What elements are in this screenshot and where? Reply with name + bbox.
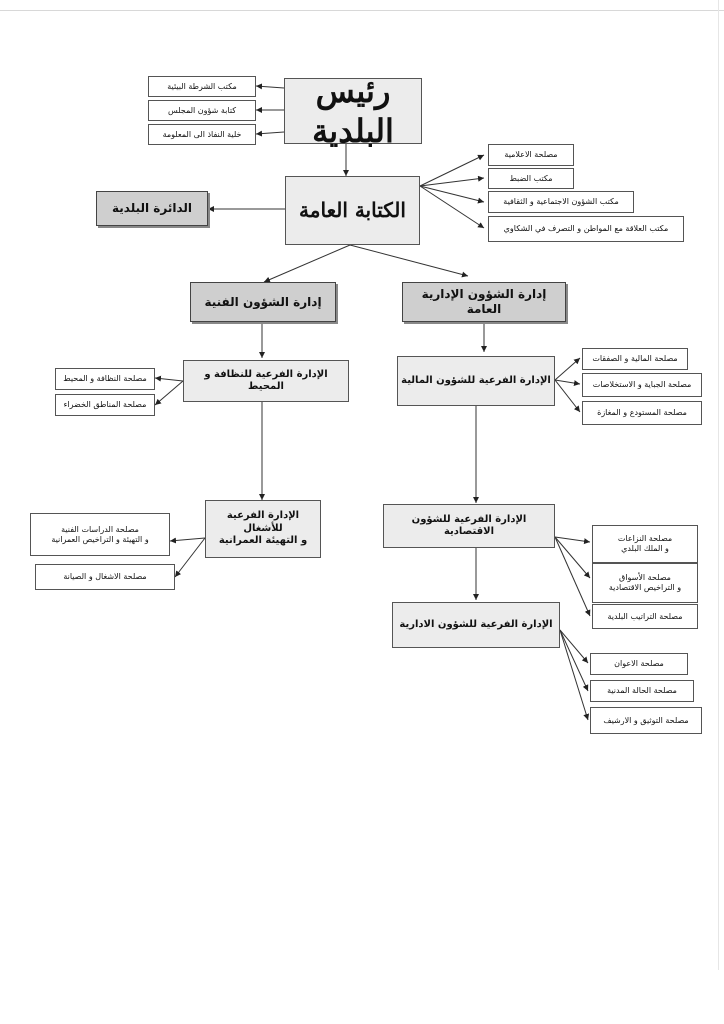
service-markets-line2: و التراخيص الاقتصادية bbox=[608, 583, 682, 592]
secretariat-box: الكتابة العامة bbox=[285, 176, 420, 245]
service-markets-licenses bbox=[592, 563, 698, 603]
service-technical-studies bbox=[30, 513, 170, 556]
service-technical-studies-line2: و التهيئة و التراخيص العمرانية bbox=[51, 534, 149, 544]
service-disputes-line1: مصلحة النزاعات bbox=[617, 534, 673, 543]
service-staff: مصلحة الاعوان bbox=[590, 653, 688, 675]
mayor-office-access-to-information: خلية النفاذ الى المعلومة bbox=[148, 124, 256, 145]
works-subdirectorate-line2: و التهيئة العمرانية bbox=[218, 535, 308, 547]
finance-subdirectorate-box: الإدارة الفرعية للشؤون المالية bbox=[397, 356, 555, 406]
service-cleanliness: مصلحة النظافة و المحيط bbox=[55, 368, 155, 390]
secretariat-office-social-cultural: مكتب الشؤون الاجتماعية و الثقافية bbox=[488, 191, 634, 213]
service-municipal-regulations: مصلحة التراتيب البلدية bbox=[592, 604, 698, 629]
secretariat-office-citizen-relations: مكتب العلاقة مع المواطن و التصرف في الشكاوي bbox=[488, 216, 684, 242]
service-disputes-municipal-property bbox=[592, 525, 698, 563]
service-technical-studies-line1: مصلحة الدراسات الفنية bbox=[61, 524, 139, 534]
works-subdirectorate-line1: الإدارة الفرعية للأشغال bbox=[226, 510, 300, 534]
mayor-box: رئيس البلدية bbox=[284, 78, 422, 144]
admin-affairs-box: إدارة الشؤون الإدارية العامة bbox=[402, 282, 566, 322]
cleanliness-subdirectorate-box: الإدارة الفرعية للنظافة و المحيط bbox=[183, 360, 349, 402]
service-documentation-archives: مصلحة التوثيق و الارشيف bbox=[590, 707, 702, 734]
service-works-maintenance: مصلحة الاشغال و الصيانة bbox=[35, 564, 175, 590]
secretariat-office-it: مصلحة الاعلامية bbox=[488, 144, 574, 166]
service-taxation-collection: مصلحة الجباية و الاستخلاصات bbox=[582, 373, 702, 397]
service-civil-status: مصلحة الحالة المدنية bbox=[590, 680, 694, 702]
municipal-district-box: الدائرة البلدية bbox=[96, 191, 208, 226]
administrative-subdirectorate-box: الإدارة الفرعية للشؤون الادارية bbox=[392, 602, 560, 648]
service-disputes-line2: و الملك البلدي bbox=[621, 544, 669, 553]
secretariat-office-registry: مكتب الضبط bbox=[488, 168, 574, 189]
technical-affairs-box: إدارة الشؤون الفنية bbox=[190, 282, 336, 322]
service-finance-procurement: مصلحة المالية و الصفقات bbox=[582, 348, 688, 370]
service-green-spaces: مصلحة المناطق الخضراء bbox=[55, 394, 155, 416]
mayor-office-environmental-police: مكتب الشرطة البيئية bbox=[148, 76, 256, 97]
service-warehouse-store: مصلحة المستودع و المغازة bbox=[582, 401, 702, 425]
service-markets-line1: مصلحة الأسواق bbox=[619, 573, 671, 582]
economic-subdirectorate-box: الإدارة الفرعية للشؤون الاقتصادية bbox=[383, 504, 555, 548]
mayor-office-council-affairs: كتابة شؤون المجلس bbox=[148, 100, 256, 121]
works-subdirectorate-box bbox=[205, 500, 321, 558]
